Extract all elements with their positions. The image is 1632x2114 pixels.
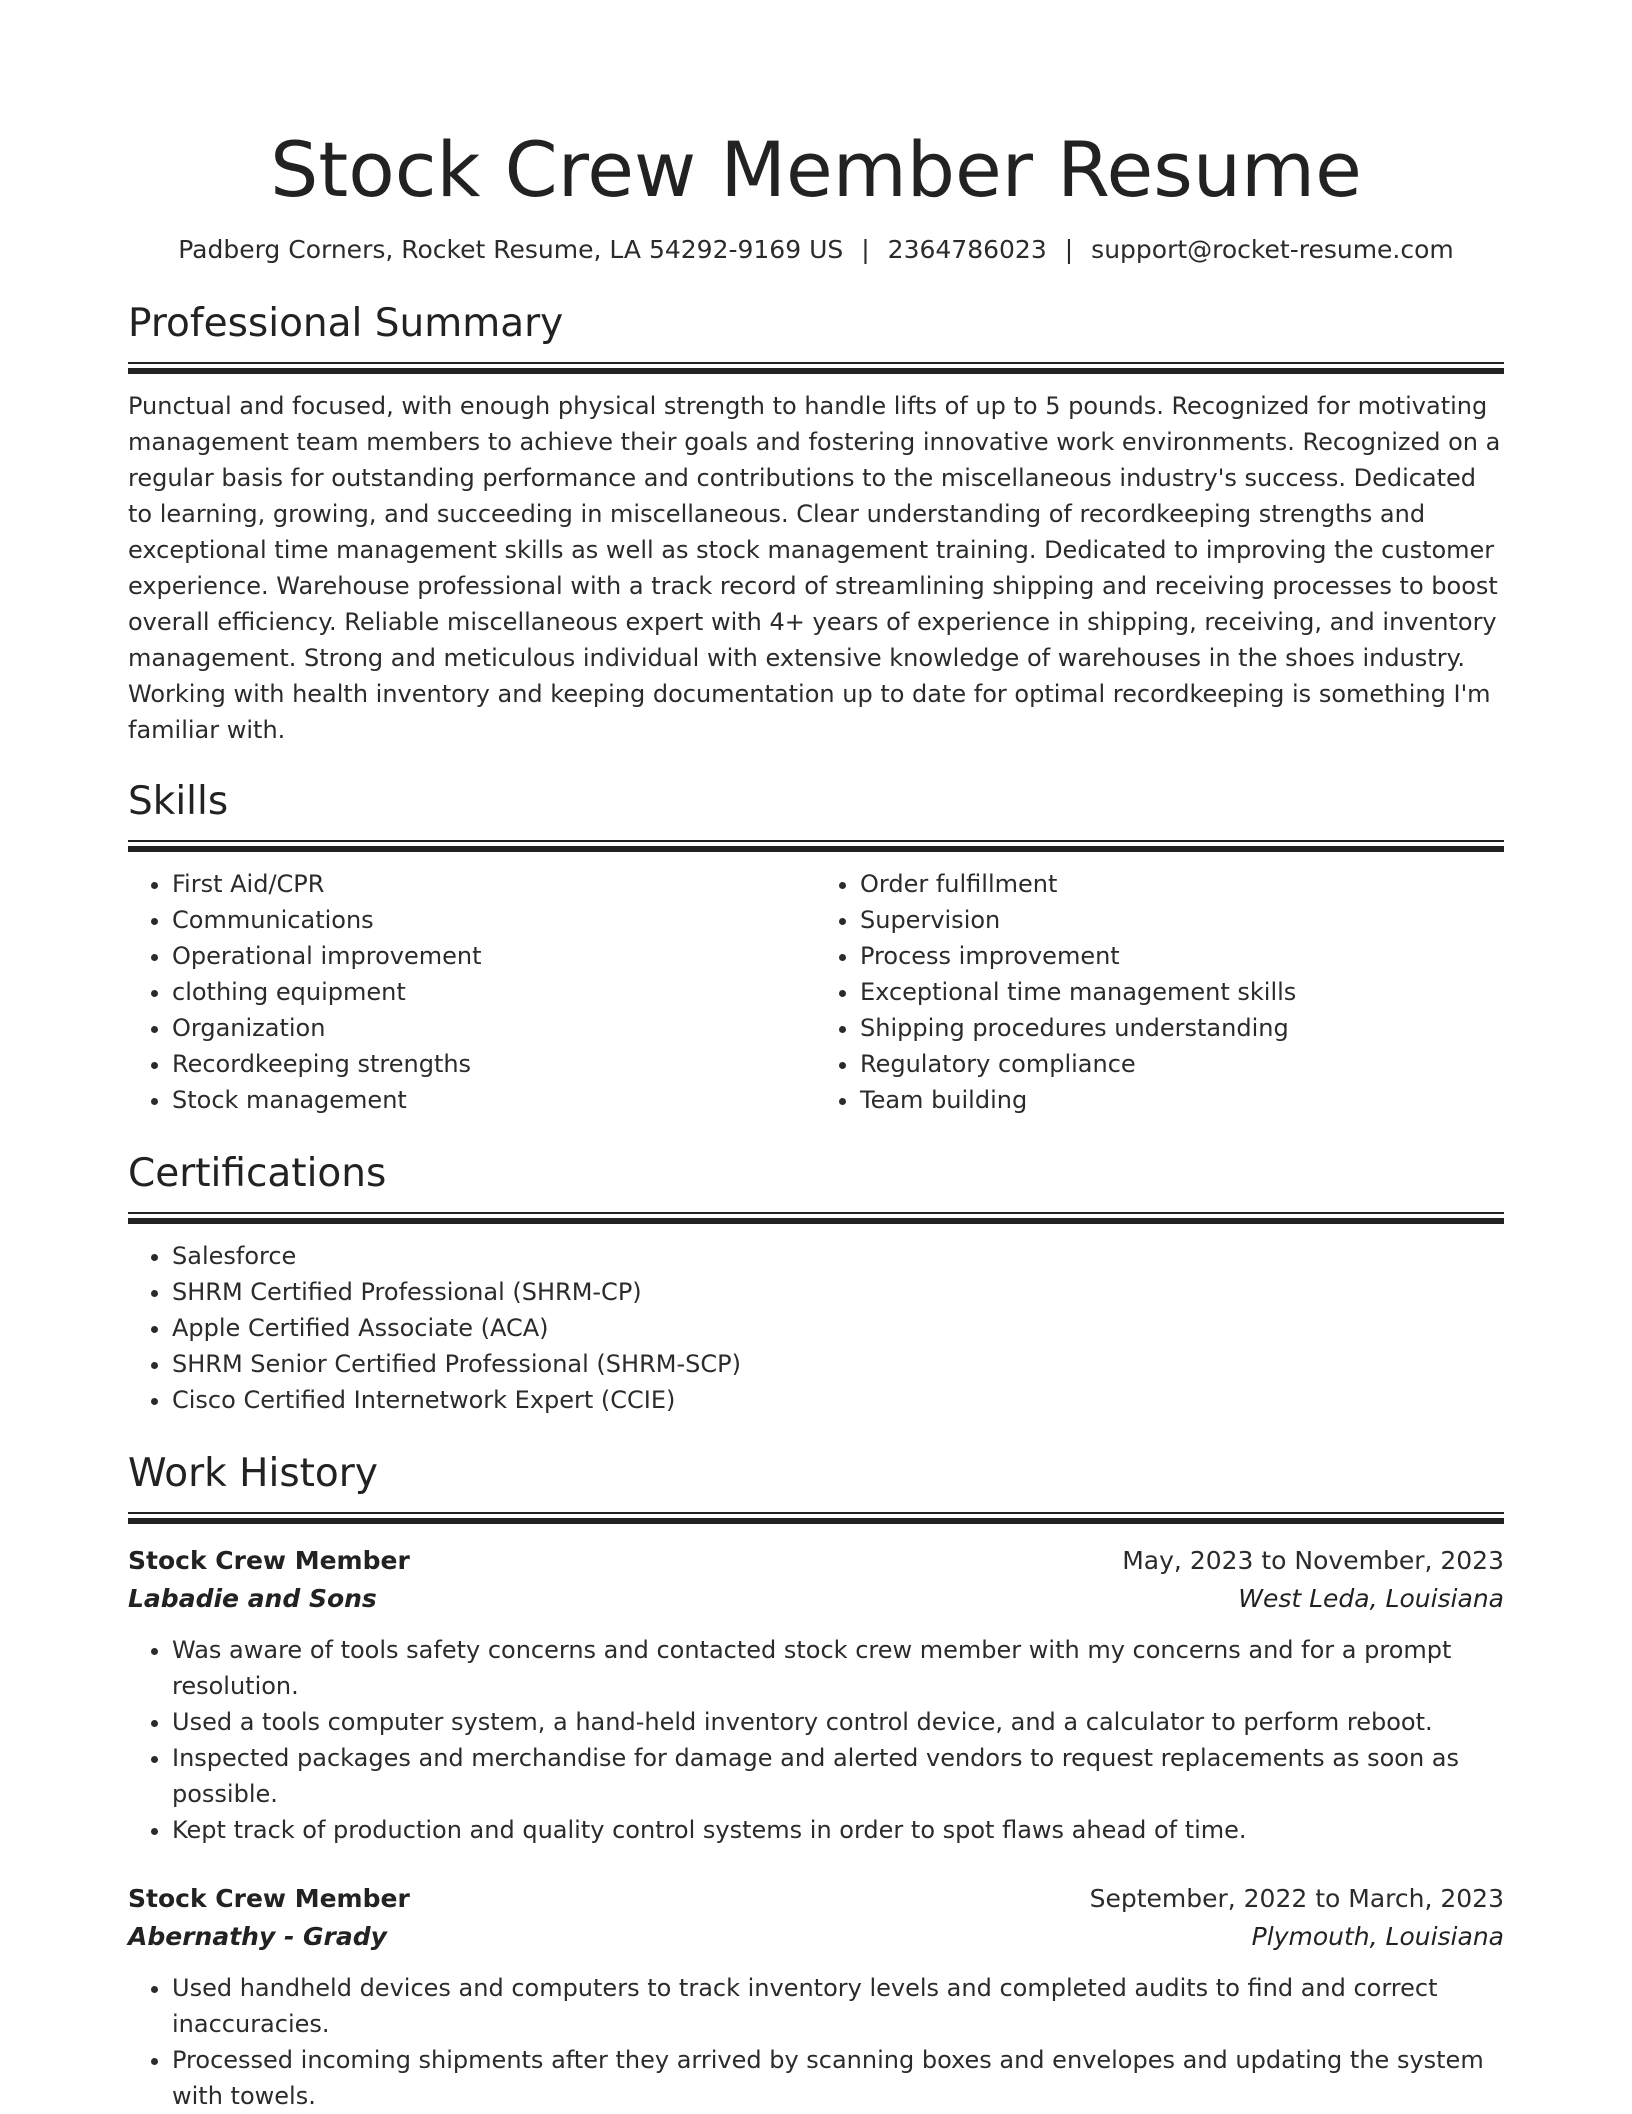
job-entry bbox=[128, 1880, 1504, 2114]
skill-item: • Process improvement bbox=[860, 938, 1504, 974]
job-location: Plymouth, Louisiana bbox=[1251, 1922, 1504, 1951]
contact-separator: | bbox=[1064, 235, 1074, 264]
job-bullets bbox=[128, 1970, 1504, 2114]
certifications-list bbox=[128, 1238, 1504, 1418]
job-subheader bbox=[128, 1580, 1504, 1618]
certification-item: • Cisco Certified Internetwork Expert (CCIE) bbox=[172, 1382, 1504, 1418]
work-history-section bbox=[128, 1450, 1504, 2114]
certification-item: • SHRM Senior Certified Professional (SHRM-SCP) bbox=[172, 1346, 1504, 1382]
job-subheader bbox=[128, 1918, 1504, 1956]
contact-address: Padberg Corners, Rocket Resume, LA 54292-9169 US bbox=[178, 235, 844, 264]
summary-text: Punctual and focused, with enough physical strength to handle lifts of up to 5 pounds. Recognized for motivating management team members to achieve their goals and fostering innovative work environments. Recognized on a regular basis for outstanding performance and contributions to the miscellaneous industry's success. Dedicated to learning, growing, and succeeding in miscellaneous. Clear understanding of recordkeeping strengths and exceptional time management skills as well as stock management training. Dedicated to improving the customer experience. Warehouse professional with a track record of streamlining shipping and receiving processes to boost overall efficiency. Reliable miscellaneous expert with 4+ years of experience in shipping, receiving, and inventory management. Strong and meticulous individual with extensive knowledge of warehouses in the shoes industry. Working with health inventory and keeping documentation up to date for optimal recordkeeping is something I'm familiar with. bbox=[128, 392, 1501, 744]
job-bullet: • Kept track of production and quality control systems in order to spot flaws ahead of time. bbox=[172, 1812, 1504, 1848]
job-bullet: • Inspected packages and merchandise for damage and alerted vendors to request replacements as soon as possible. bbox=[172, 1740, 1504, 1812]
job-title: Stock Crew Member bbox=[128, 1884, 410, 1913]
job-bullets bbox=[128, 1632, 1504, 1848]
resume-page bbox=[128, 0, 1504, 2114]
certifications-section bbox=[128, 1150, 1504, 1418]
job-bullet: • Used a tools computer system, a hand-held inventory control device, and a calculator to perform reboot. bbox=[172, 1704, 1504, 1740]
job-company: Abernathy - Grady bbox=[128, 1922, 387, 1951]
job-location: West Leda, Louisiana bbox=[1238, 1584, 1504, 1613]
contact-line bbox=[128, 234, 1504, 266]
job-entry bbox=[128, 1542, 1504, 1848]
skill-item: • Organization bbox=[172, 1010, 816, 1046]
resume-title: Stock Crew Member Resume bbox=[270, 125, 1362, 214]
skill-item: • Exceptional time management skills bbox=[860, 974, 1504, 1010]
contact-email: support@rocket-resume.com bbox=[1091, 235, 1454, 264]
job-bullet: • Was aware of tools safety concerns and contacted stock crew member with my concerns and for a prompt resolution. bbox=[172, 1632, 1504, 1704]
job-dates: May, 2023 to November, 2023 bbox=[1122, 1546, 1504, 1575]
skill-item: • Order fulfillment bbox=[860, 866, 1504, 902]
summary-heading: Professional Summary bbox=[128, 301, 564, 346]
skills-heading: Skills bbox=[128, 779, 229, 824]
section-divider bbox=[128, 840, 1504, 852]
work-history-heading: Work History bbox=[128, 1451, 378, 1496]
summary-section bbox=[128, 300, 1504, 748]
contact-phone: 2364786023 bbox=[887, 235, 1047, 264]
skills-columns bbox=[128, 866, 1504, 1118]
skill-item: • Team building bbox=[860, 1082, 1504, 1118]
skill-item: • Stock management bbox=[172, 1082, 816, 1118]
job-header bbox=[128, 1542, 1504, 1580]
skill-item: • Supervision bbox=[860, 902, 1504, 938]
skills-section bbox=[128, 778, 1504, 1118]
section-divider bbox=[128, 362, 1504, 374]
certifications-heading: Certifications bbox=[128, 1151, 387, 1196]
skill-item: • Recordkeeping strengths bbox=[172, 1046, 816, 1082]
job-bullet: • Used handheld devices and computers to track inventory levels and completed audits to find and correct inaccuracies. bbox=[172, 1970, 1504, 2042]
section-divider bbox=[128, 1512, 1504, 1524]
skill-item: • Operational improvement bbox=[172, 938, 816, 974]
contact-separator: | bbox=[861, 235, 870, 264]
certification-item: • Salesforce bbox=[172, 1238, 1504, 1274]
section-divider bbox=[128, 1212, 1504, 1224]
certification-item: • SHRM Certified Professional (SHRM-CP) bbox=[172, 1274, 1504, 1310]
skill-item: • Shipping procedures understanding bbox=[860, 1010, 1504, 1046]
job-header bbox=[128, 1880, 1504, 1918]
skills-list-right bbox=[816, 866, 1504, 1118]
job-dates: September, 2022 to March, 2023 bbox=[1089, 1884, 1504, 1913]
job-title: Stock Crew Member bbox=[128, 1546, 410, 1575]
skills-list-left bbox=[128, 866, 816, 1118]
job-company: Labadie and Sons bbox=[128, 1584, 377, 1613]
skill-item: • Communications bbox=[172, 902, 816, 938]
skill-item: • clothing equipment bbox=[172, 974, 816, 1010]
skill-item: • First Aid/CPR bbox=[172, 866, 816, 902]
job-bullet: • Processed incoming shipments after they arrived by scanning boxes and envelopes and updating the system with towels. bbox=[172, 2042, 1504, 2114]
certification-item: • Apple Certified Associate (ACA) bbox=[172, 1310, 1504, 1346]
skill-item: • Regulatory compliance bbox=[860, 1046, 1504, 1082]
